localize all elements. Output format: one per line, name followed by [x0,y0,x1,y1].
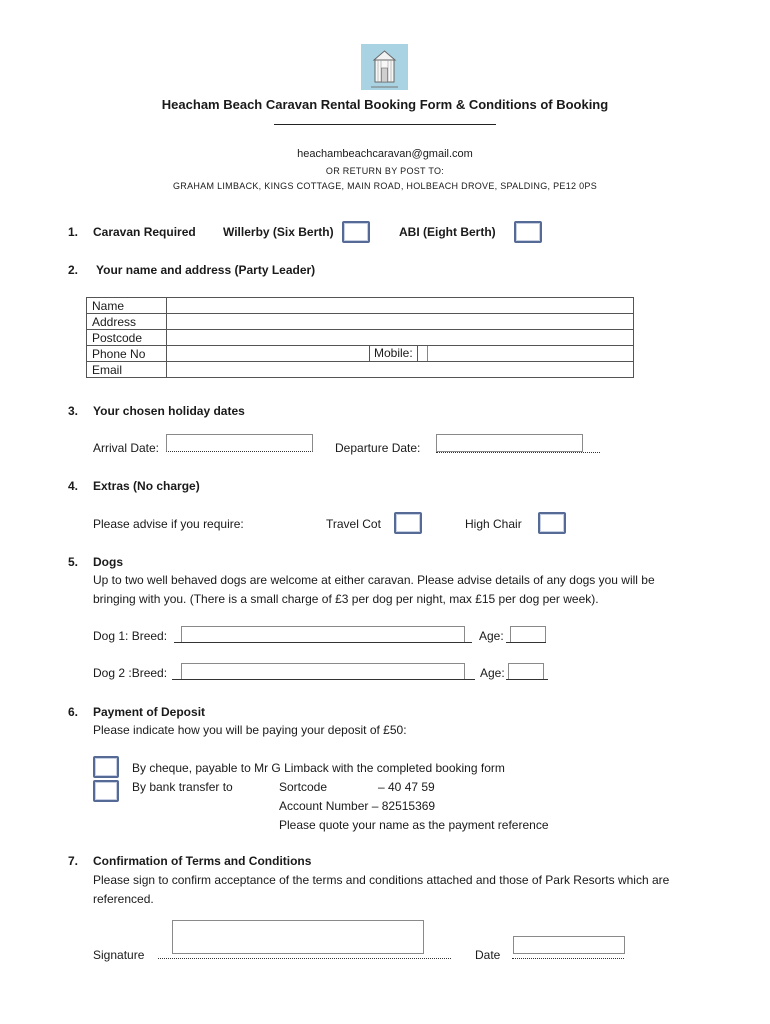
account-number: Account Number – 82515369 [279,799,436,813]
dogs-text-line-2: bringing with you. (There is a small charge of £3 per dog per night, max £15 per dog per week). [93,592,599,606]
table-row [87,314,634,330]
table-row [87,362,634,378]
dog-2-age-label: Age: [480,666,505,680]
table-row [87,298,634,314]
section-6-number: 6. [68,705,79,719]
contact-email: heachambeachcaravan@gmail.com [297,148,473,160]
high-chair-label: High Chair [465,517,522,531]
section-4-number: 4. [68,479,79,493]
section-3-number: 3. [68,404,79,418]
form-title: Heacham Beach Caravan Rental Booking Form & Conditions of Booking [161,97,609,112]
dog-2-age-line [506,679,548,680]
willerby-checkbox[interactable] [342,221,370,243]
signature-dotted-line [158,958,451,959]
email-field[interactable] [167,362,634,378]
email-label: Email [87,362,167,378]
sortcode-value: – 40 47 59 [378,780,435,794]
bank-transfer-checkbox[interactable] [93,780,119,802]
departure-date-field[interactable] [436,434,583,452]
beach-hut-icon [361,44,408,90]
dog-1-age-label: Age: [479,629,504,643]
signature-label: Signature [93,948,145,962]
date-field[interactable] [513,936,625,954]
abi-checkbox[interactable] [514,221,542,243]
dog-1-breed-label: Dog 1: Breed: [93,629,168,643]
address-field[interactable] [167,314,634,330]
dog-1-breed-field[interactable] [181,626,465,643]
section-5-number: 5. [68,555,79,569]
high-chair-checkbox[interactable] [538,512,566,534]
title-underline [274,124,496,125]
dogs-text-line-1: Up to two well behaved dogs are welcome at either caravan. Please advise details of any dogs you will be [93,573,655,587]
section-3-heading: Your chosen holiday dates [93,404,245,418]
section-7-heading: Confirmation of Terms and Conditions [93,854,312,868]
phone-label: Phone No [87,346,167,362]
deposit-intro: Please indicate how you will be paying your deposit of £50: [93,723,407,737]
dog-1-age-field[interactable] [510,626,546,643]
dog-2-age-field[interactable] [508,663,544,680]
party-leader-table [86,297,634,378]
section-7-number: 7. [68,854,79,868]
cheque-option-label: By cheque, payable to Mr G Limback with the completed booking form [132,761,505,775]
arrival-date-label: Arrival Date: [93,441,160,455]
dog-1-age-line [506,642,546,643]
dog-1-breed-line [174,642,472,643]
terms-text-line-2: referenced. [93,892,154,906]
postcode-label: Postcode [87,330,167,346]
name-label: Name [87,298,167,314]
arrival-date-field[interactable] [166,434,313,452]
terms-text-line-1: Please sign to confirm acceptance of the terms and conditions attached and those of Park Resorts which are [93,873,670,887]
postal-address: GRAHAM LIMBACK, KINGS COTTAGE, MAIN ROAD, HOLBEACH DROVE, SPALDING, PE12 0PS [172,181,598,191]
address-label: Address [87,314,167,330]
postcode-field[interactable] [167,330,634,346]
dog-2-breed-label: Dog 2 :Breed: [93,666,168,680]
section-1-heading: Caravan Required [93,225,196,239]
section-2-number: 2. [68,263,79,277]
dog-2-breed-field[interactable] [181,663,465,680]
travel-cot-label: Travel Cot [326,517,381,531]
sortcode-label: Sortcode [279,780,328,794]
beach-hut-logo [361,44,408,90]
extras-advise-text: Please advise if you require: [93,517,244,531]
date-label: Date [475,948,501,962]
payment-reference-note: Please quote your name as the payment reference [279,818,549,832]
table-row [87,346,634,362]
mobile-label: Mobile: [369,346,418,361]
return-by-post: OR RETURN BY POST TO: [325,166,445,176]
section-2-heading: Your name and address (Party Leader) [96,263,316,277]
section-4-heading: Extras (No charge) [93,479,200,493]
departure-date-label: Departure Date: [335,441,421,455]
dog-2-breed-line [172,679,475,680]
name-field[interactable] [167,298,634,314]
date-dotted-line [512,958,624,959]
mobile-field[interactable] [427,346,633,361]
departure-date-dotted-line [436,452,600,453]
cheque-checkbox[interactable] [93,756,119,778]
section-5-heading: Dogs [93,555,123,569]
signature-field[interactable] [172,920,424,954]
abi-label: ABI (Eight Berth) [399,225,496,239]
table-row [87,330,634,346]
travel-cot-checkbox[interactable] [394,512,422,534]
phone-field[interactable] [167,346,634,362]
section-1-number: 1. [68,225,79,239]
section-6-heading: Payment of Deposit [93,705,206,719]
willerby-label: Willerby (Six Berth) [223,225,334,239]
bank-transfer-label: By bank transfer to [132,780,233,794]
